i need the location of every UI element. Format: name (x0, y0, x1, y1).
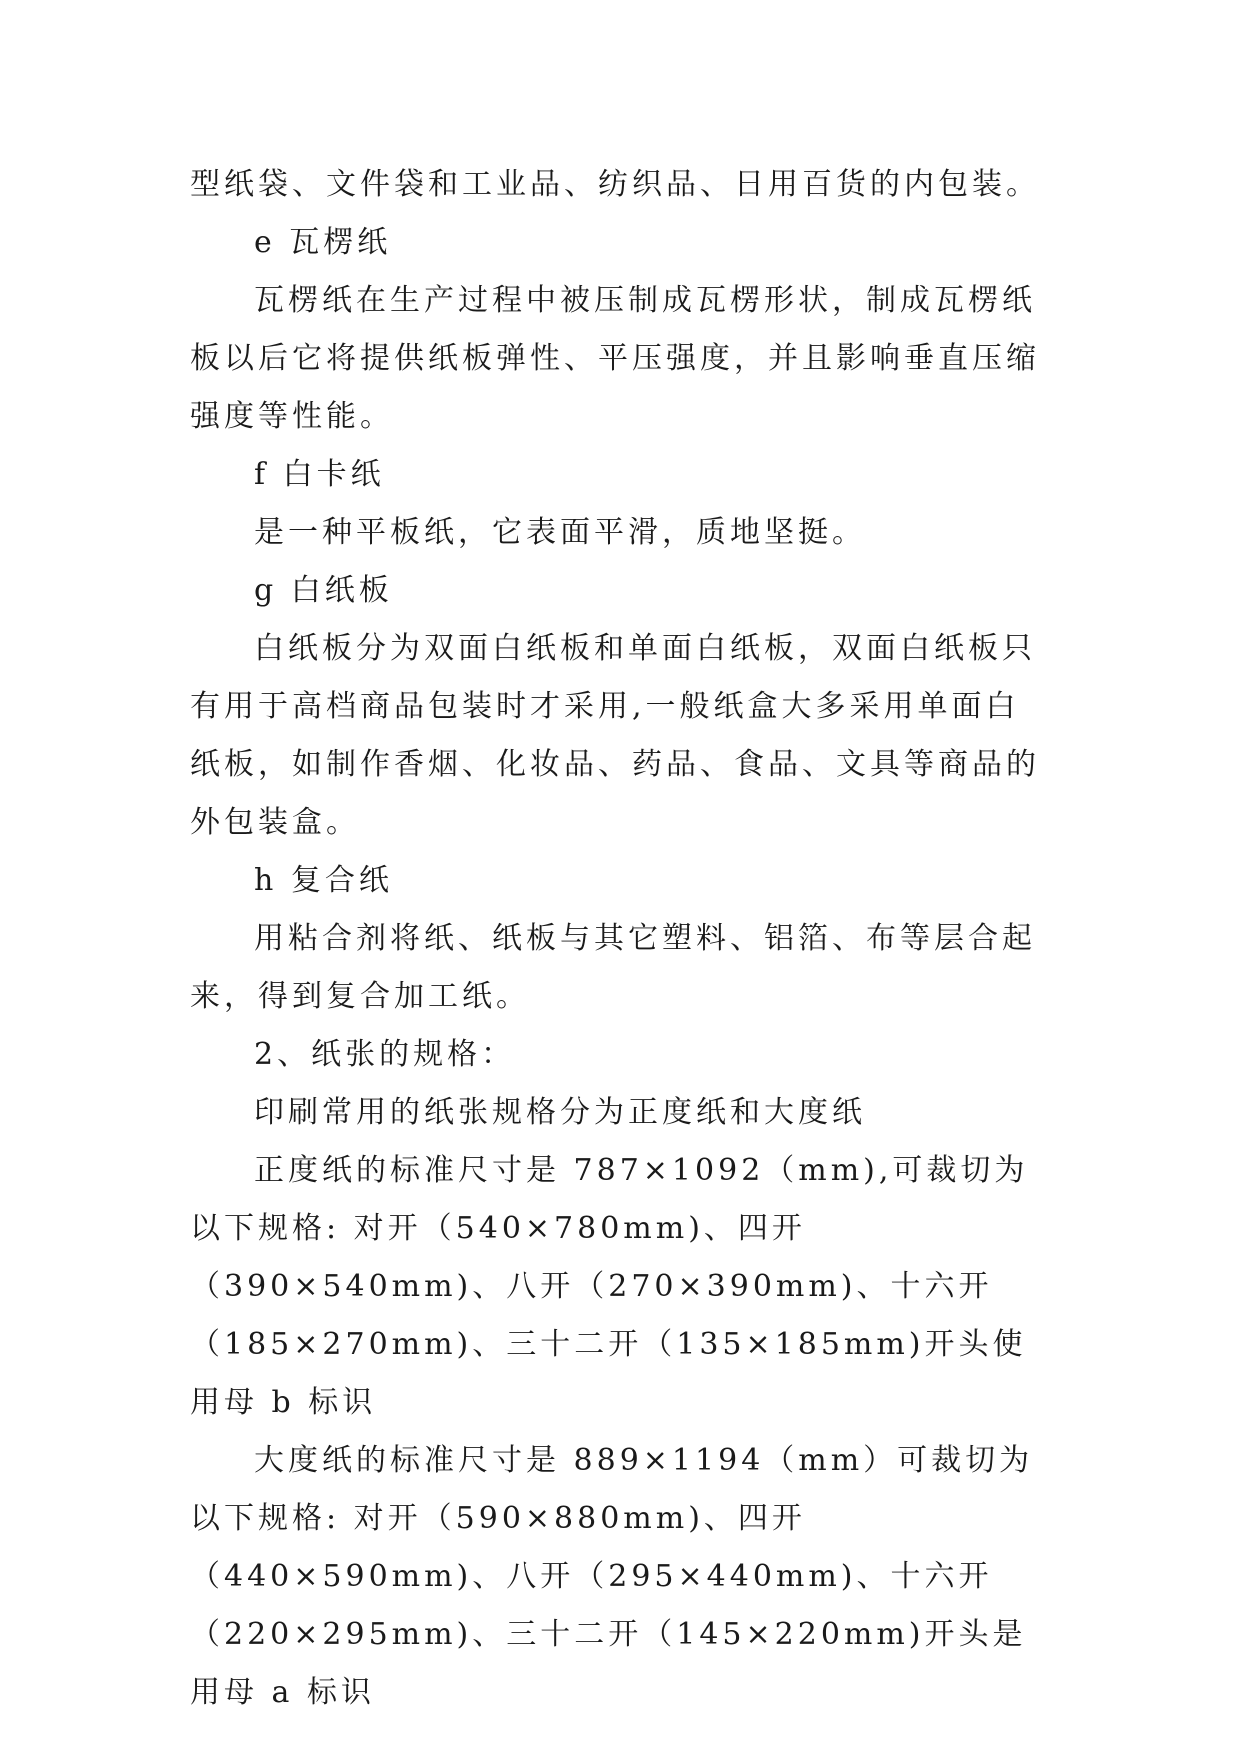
heading-white-paperboard: g 白纸板 (254, 573, 393, 608)
paragraph-paper-size-types: 印刷常用的纸张规格分为正度纸和大度纸 (254, 1095, 866, 1130)
paragraph-large-size-paper: 大度纸的标准尺寸是 889×1194（mm）可裁切为以下规格: 对开（590×880mm)、四开（440×590mm)、八开（295×440mm)、十六开（220×295mm)、三十二开（145×220mm)开头是用母 a 标识 (190, 1443, 1034, 1710)
document-body (190, 156, 1050, 1722)
paragraph-bag-uses: 型纸袋、文件袋和工业品、纺织品、日用百货的内包装。 (190, 167, 1040, 202)
paragraph-composite-paper: 用粘合剂将纸、纸板与其它塑料、铝箔、布等层合起来，得到复合加工纸。 (190, 921, 1036, 1014)
paragraph-corrugated-paper: 瓦楞纸在生产过程中被压制成瓦楞形状，制成瓦楞纸板以后它将提供纸板弹性、平压强度，并且影响垂直压缩强度等性能。 (190, 283, 1040, 434)
heading-white-card-paper: f 白卡纸 (254, 457, 385, 492)
heading-paper-sizes: 2、纸张的规格： (254, 1037, 516, 1072)
paragraph-white-card-paper: 是一种平板纸，它表面平滑，质地坚挺。 (254, 515, 866, 550)
paragraph-white-paperboard: 白纸板分为双面白纸板和单面白纸板，双面白纸板只有用于高档商品包装时才采用,一般纸盒大多采用单面白纸板，如制作香烟、化妆品、药品、食品、文具等商品的外包装盒。 (190, 631, 1040, 840)
heading-composite-paper: h 复合纸 (254, 863, 393, 898)
heading-corrugated-paper: e 瓦楞纸 (254, 225, 392, 260)
paragraph-standard-size-paper: 正度纸的标准尺寸是 787×1092（mm),可裁切为以下规格: 对开（540×780mm)、四开（390×540mm)、八开（270×390mm)、十六开（185×270mm)、三十二开（135×185mm)开头使用母 b 标识 (190, 1153, 1029, 1420)
